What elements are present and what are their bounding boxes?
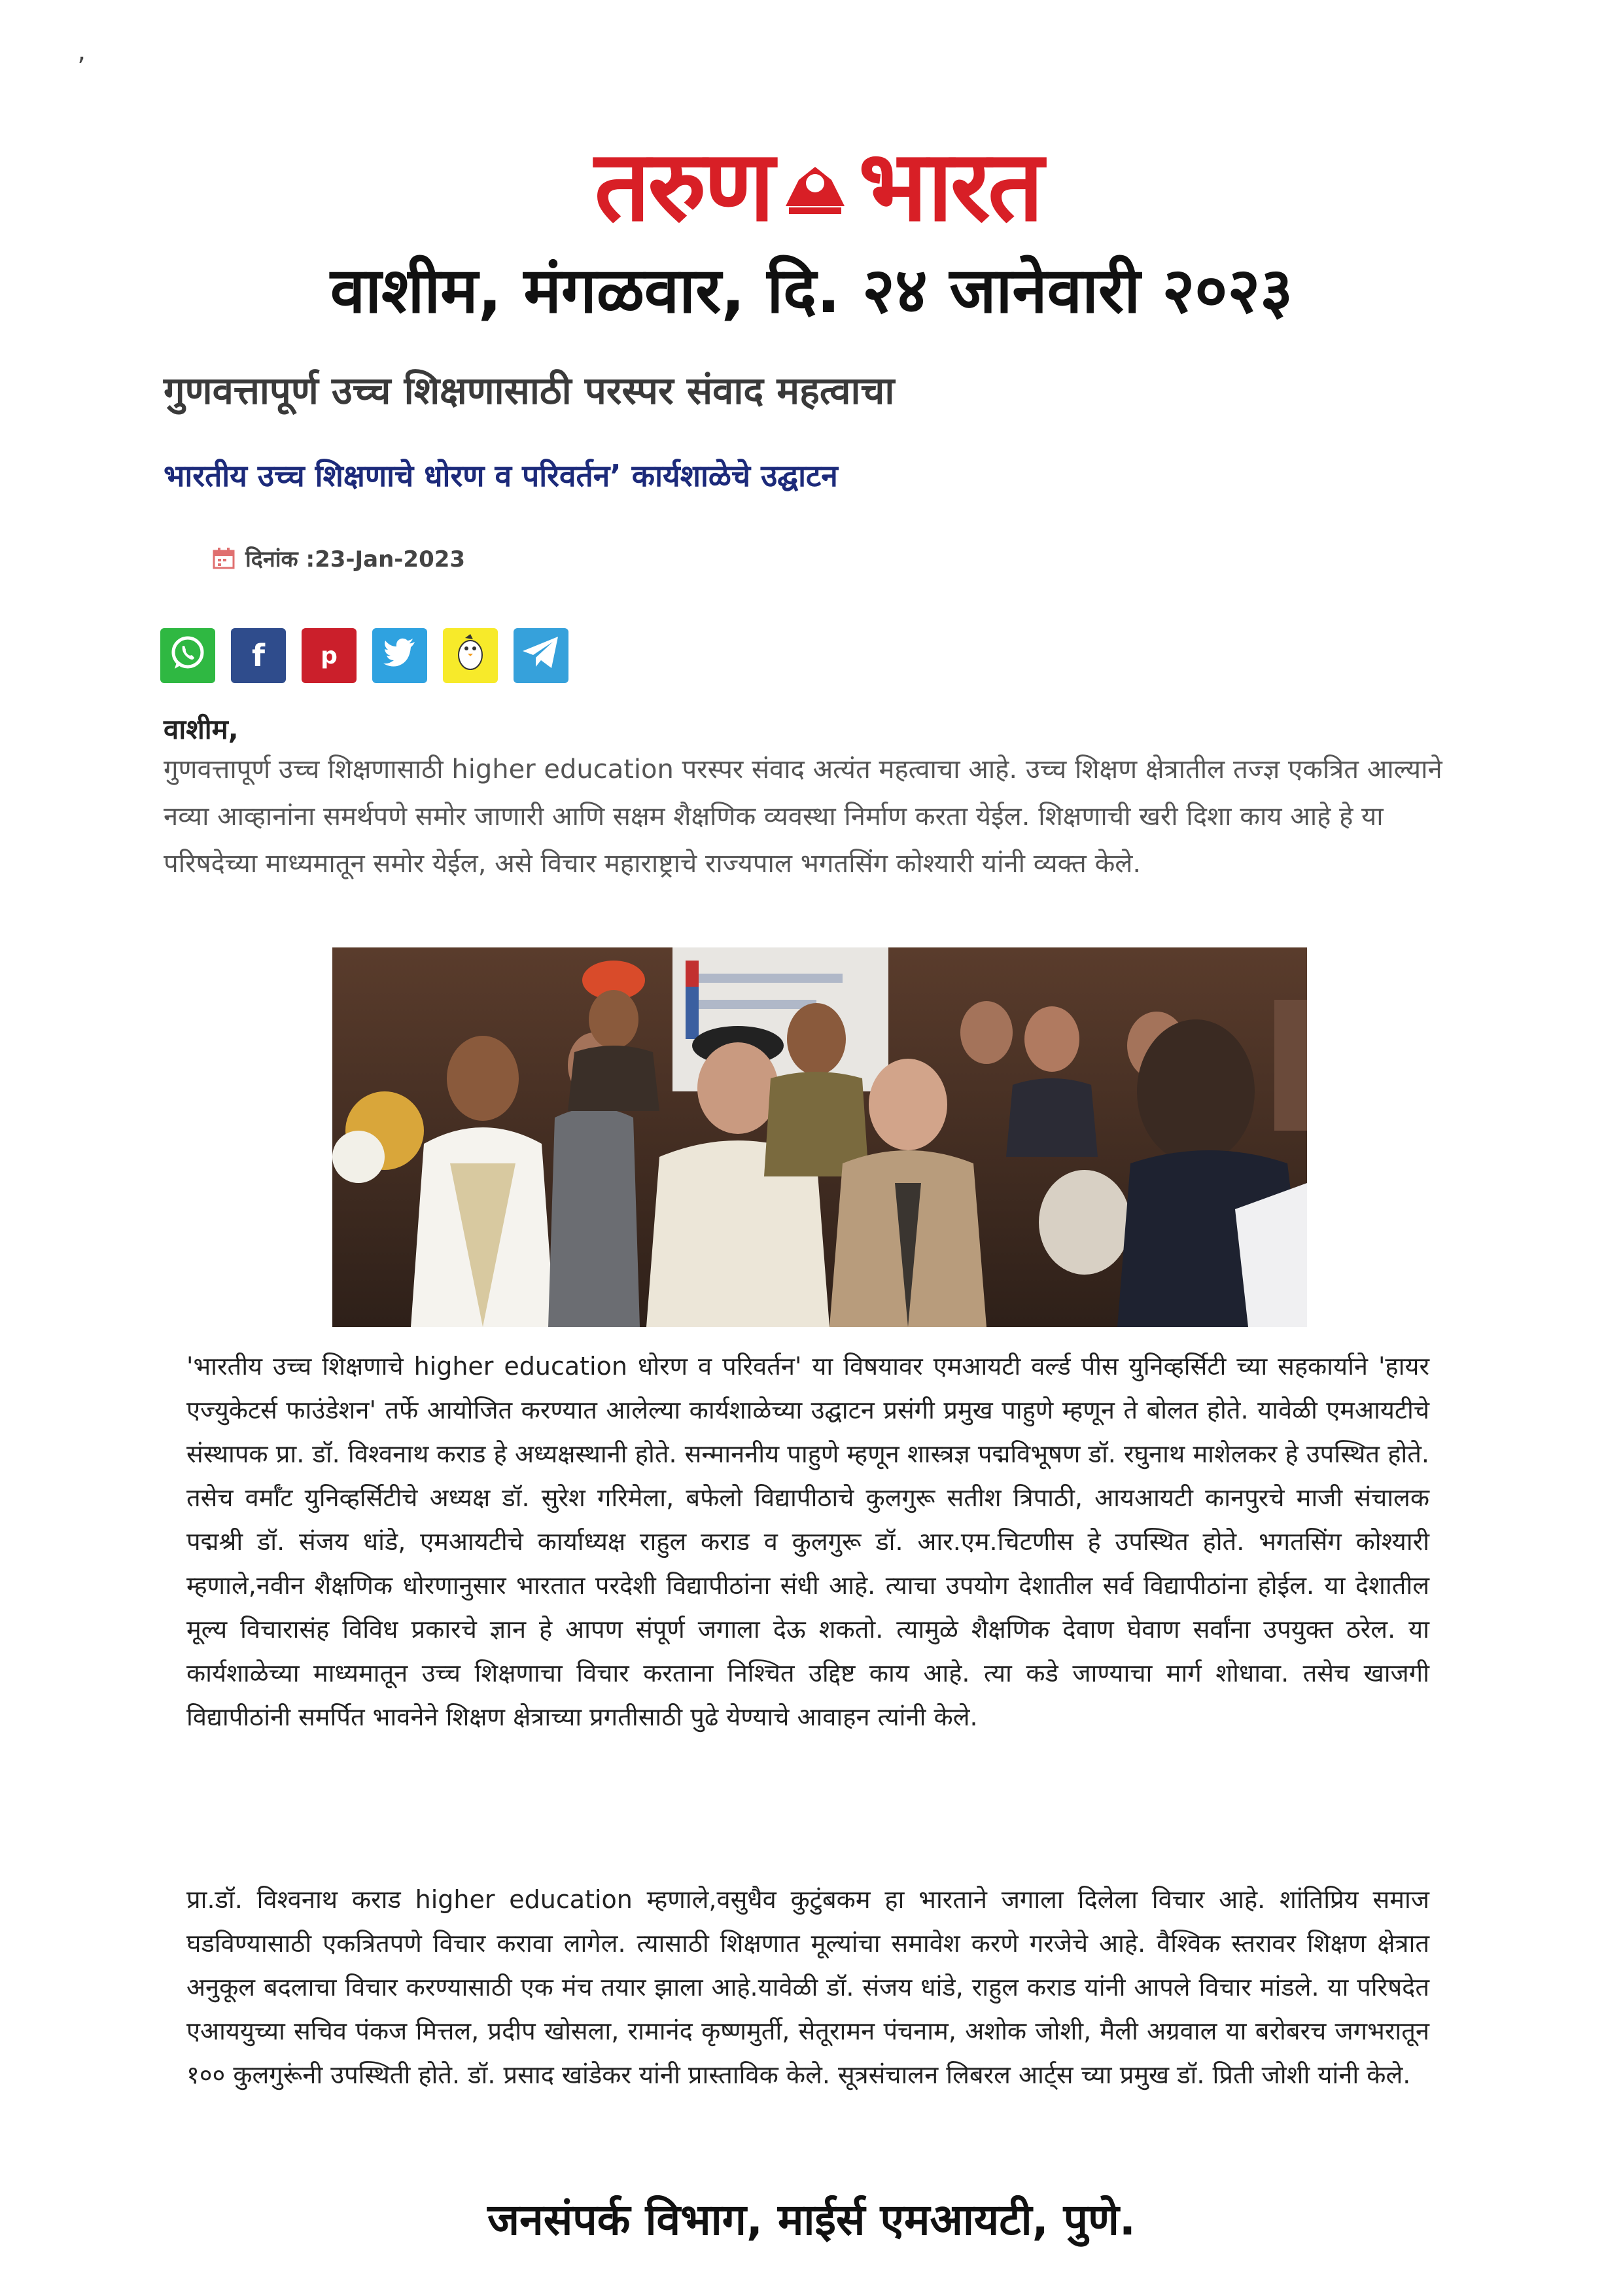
twitter-share-button[interactable] — [372, 628, 427, 683]
lead-paragraph: गुणवत्तापूर्ण उच्च शिक्षणासाठी higher education परस्पर संवाद अत्यंत महत्वाचा आहे. उच्च शिक्षण क्षेत्रातील तज्ज्ञ एकत्रित आल्याने नव्या आव्हानांना समर्थपणे समोर जाणारी आणि सक्षम शैक्षणिक व्यवस्था निर्माण करता येईल. शिक्षणाची खरी दिशा काय आहे हे या परिषदेच्या माध्यमातून समोर येईल, असे विचार महाराष्ट्राचे राज्यपाल भगतसिंग कोश्यारी यांनी व्यक्त केले. — [164, 754, 1442, 879]
telegram-icon — [521, 635, 561, 677]
pinterest-icon: p — [321, 642, 338, 669]
edition-dateline: वाशीम, मंगळवार, दि. २४ जानेवारी २०२३ — [330, 254, 1293, 327]
masthead-word-left: तरुण — [594, 130, 773, 243]
date-label: दिनांक :23-Jan-2023 — [245, 546, 466, 573]
footer-credit: जनसंपर्क विभाग, माईर्स एमआयटी, पुणे. — [487, 2195, 1136, 2245]
calendar-icon — [213, 547, 235, 569]
whatsapp-icon — [168, 633, 207, 679]
body-paragraph-2: प्रा.डॉ. विश्वनाथ कराड higher education म्हणाले,वसुधैव कुटुंबकम हा भारताने जगाला दिलेला विचार आहे. शांतिप्रिय समाज घडविण्यासाठी एकत्रितपणे विचार करावा लागेल. त्यासाठी शिक्षणात मूल्यांचा समावेश करणे गरजेचे आहे. वैश्विक स्तरावर शिक्षण क्षेत्रात अनुकूल बदलाचा विचार करण्यासाठी एक मंच तयार झाला आहे.यावेळी डॉ. संजय धांडे, राहुल कराड यांनी आपले विचार मांडले. या परिषदेत एआययुच्या सचिव पंकज मित्तल, प्रदीप खोसला, रामानंद कृष्णमुर्ती, सेतूरामन पंचनाम, अशोक जोशी, मैली अग्रवाल या बरोबरच जगभरातून १०० कुलगुरूंनी उपस्थिती होते. डॉ. प्रसाद खांडेकर यांनी प्रास्ताविक केले. सूत्रसंचालन लिबरल आर्ट्स च्या प्रमुख डॉ. प्रिती जोशी यांनी केले. — [186, 1885, 1429, 2089]
body-paragraph-1: 'भारतीय उच्च शिक्षणाचे higher education धोरण व परिवर्तन' या विषयावर एमआयटी वर्ल्ड पीस युनिव्हर्सिटी च्या सहकार्याने 'हायर एज्युकेटर्स फाउंडेशन' तर्फे आयोजित करण्यात आलेल्या कार्यशाळेच्या उद्घाटन प्रसंगी प्रमुख पाहुणे म्हणून ते बोलत होते. यावेळी एमआयटीचे संस्थापक प्रा. डॉ. विश्वनाथ कराड हे अध्यक्षस्थानी होते. सन्माननीय पाहुणे म्हणून शास्त्रज्ञ पद्मविभूषण डॉ. रघुनाथ माशेलकर हे उपस्थित होते. तसेच वर्माँट युनिव्हर्सिटीचे अध्यक्ष डॉ. सुरेश गरिमेला, बफेलो विद्यापीठाचे कुलगुरू सतीश त्रिपाठी, आयआयटी कानपुरचे माजी संचालक पद्मश्री डॉ. संजय धांडे, एमआयटीचे कार्याध्यक्ष राहुल कराड व कुलगुरू डॉ. आर.एम.चिटणीस हे उपस्थित होते. भगतसिंग कोश्यारी म्हणाले,नवीन शैक्षणिक धोरणानुसार भारतात परदेशी विद्यापीठांना संधी आहे. त्याचा उपयोग देशातील सर्व विद्यापीठांना होईल. या देशातील मूल्य विचारासंह विविध प्रकारचे ज्ञान हे आपण संपूर्ण जगाला देऊ शकतो. त्यामुळे शैक्षणिक देवाण घेवाण सर्वांना उपयुक्त ठरेल. या कार्यशाळेच्या माध्यमातून उच्च शिक्षणाचा विचार करताना निश्चित उद्दिष्ट काय आहे. त्या कडे जाण्याचा मार्ग शोधावा. तसेच खाजगी विद्यापीठांनी समर्पित भावनेने शिक्षण क्षेत्राच्या प्रगतीसाठी पुढे येण्याचे आवाहन त्यांनी केले. — [186, 1352, 1429, 1731]
share-buttons — [160, 628, 568, 683]
masthead-word-right: भारत — [858, 130, 1041, 243]
pinterest-share-button[interactable] — [302, 628, 357, 683]
stray-mark: ’ — [77, 52, 86, 82]
koo-share-button[interactable] — [443, 628, 498, 683]
article-subheadline: भारतीय उच्च शिक्षणाचे धोरण व परिवर्तन’ कार्यशाळेचे उद्घाटन — [164, 458, 838, 493]
dateline-place: वाशीम, — [164, 713, 239, 745]
newspaper-masthead — [556, 131, 1079, 242]
telegram-share-button[interactable] — [514, 628, 568, 683]
twitter-icon — [383, 638, 416, 674]
article-date — [213, 543, 465, 573]
koo-icon — [452, 633, 489, 679]
facebook-icon: f — [251, 638, 265, 673]
facebook-share-button[interactable] — [231, 628, 286, 683]
whatsapp-share-button[interactable] — [160, 628, 215, 683]
article-headline: गुणवत्तापूर्ण उच्च शिक्षणासाठी परस्पर संवाद महत्वाचा — [164, 368, 895, 413]
masthead-emblem-icon — [776, 147, 854, 226]
event-photo — [332, 947, 1307, 1327]
